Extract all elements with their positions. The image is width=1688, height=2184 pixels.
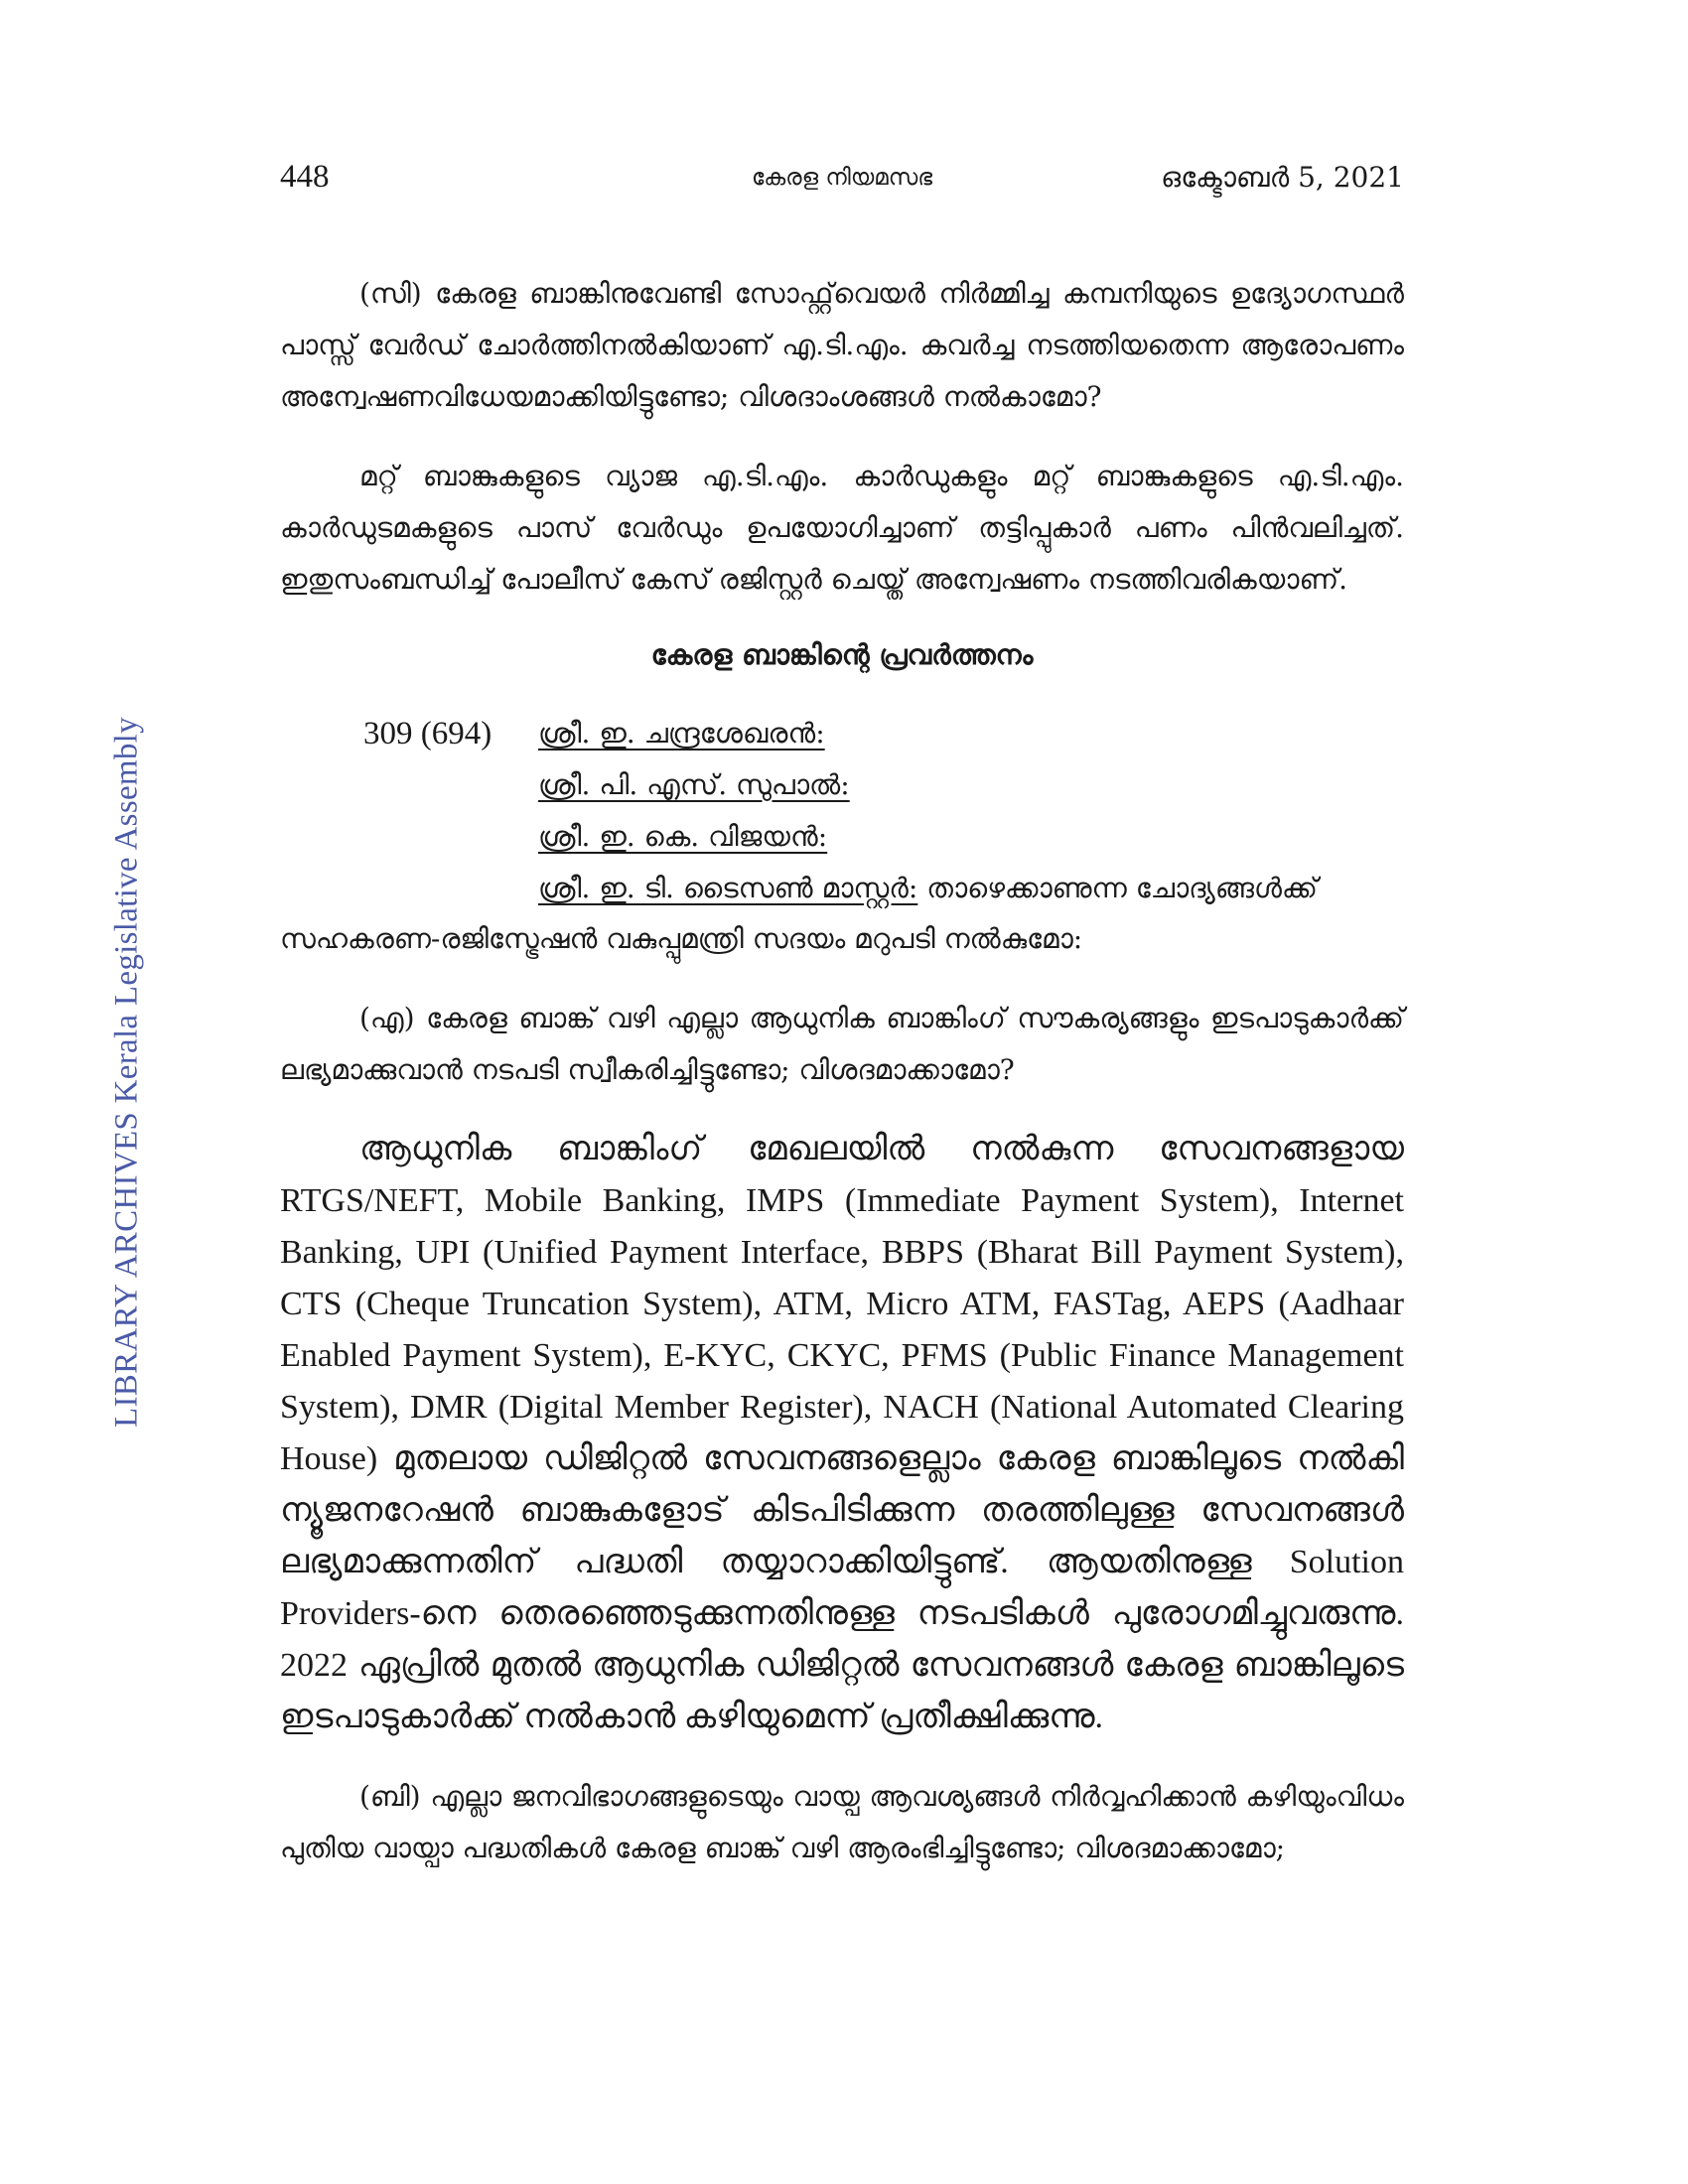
page-number: 448 [280,159,330,195]
ministry-line: സഹകരണ-രജിസ്ട്രേഷൻ വകുപ്പുമന്ത്രി സദയം മറുപടി നൽകുമോ: [280,922,1083,955]
member-tail-text: താഴെക്കാണുന്ന ചോദ്യങ്ങൾക്ക് [917,872,1318,904]
header-date: ഒക്ടോബർ 5, 2021 [1161,161,1404,194]
question-number: 309 (694) [363,716,492,751]
running-title: കേരള നിയമസഭ [751,165,933,191]
member-name: ശ്രീ. ഇ. ചന്ദ്രശേഖരൻ: [538,717,825,750]
section-heading: കേരള ബാങ്കിന്റെ പ്രവർത്തനം [650,638,1034,671]
answer-a-paragraph: ആധുനിക ബാങ്കിംഗ് മേഖലയിൽ നൽകുന്ന സേവനങ്ങളായ RTGS/NEFT, Mobile Banking, IMPS (Immediate Payment System), Internet Banking, UPI (Unified Payment Interface, BBPS (Bharat Bill Payment System), CTS (Cheque Truncation System), ATM, Micro ATM, FASTag, AEPS (Aadhaar Enabled Payment System), E-KYC, CKYC, PFMS (Public Finance Management System), DMR (Digital Member Register), NACH (National Automated Clearing House) മുതലായ ഡിജിറ്റൽ സേവനങ്ങളെല്ലാം കേരള ബാങ്കിലൂടെ നൽകി ന്യൂജനറേഷൻ ബാങ്കുകളോട് കിടപിടിക്കുന്ന തരത്തിലുള്ള സേവനങ്ങൾ ലഭ്യമാക്കുന്നതിന് പദ്ധതി തയ്യാറാക്കിയിട്ടുണ്ട്. ആയതിനുള്ള Solution Providers-നെ തെരഞ്ഞെടുക്കുന്നതിനുള്ള നടപടികൾ പുരോഗമിച്ചുവരുന്നു. 2022 ഏപ്രിൽ മുതൽ ആധുനിക ഡിജിറ്റൽ സേവനങ്ങൾ കേരള ബാങ്കിലൂടെ ഇടപാടുകാർക്ക് നൽകാൻ കഴിയുമെന്ന് പ്രതീക്ഷിക്കുന്നു. [280,1131,1404,1735]
document-body [280,268,1404,1902]
page-header [280,159,1404,206]
member-name: ശ്രീ. ഇ. ടി. ടൈസൺ മാസ്റ്റർ: [538,872,918,904]
answer-c-paragraph: മറ്റ് ബാങ്കുകളുടെ വ്യാജ എ.ടി.എം. കാർഡുകളും മറ്റ് ബാങ്കുകളുടെ എ.ടി.എം. കാർഡുടമകളുടെ പാസ് വേർഡും ഉപയോഗിച്ചാണ് തട്ടിപ്പുകാർ പണം പിൻവലിച്ചത്. ഇതുസംബന്ധിച്ച് പോലീസ് കേസ് രജിസ്റ്റർ ചെയ്ത് അന്വേഷണം നടത്തിവരികയാണ്. [280,460,1404,596]
question-c-paragraph: (സി) കേരള ബാങ്കിനുവേണ്ടി സോഫ്റ്റ്‌വെയർ നിർമ്മിച്ച കമ്പനിയുടെ ഉദ്യോഗസ്ഥർ പാസ്സ് വേർഡ് ചോർത്തിനൽകിയാണ് എ.ടി.എം. കവർച്ച നടത്തിയതെന്ന ആരോപണം അന്വേഷണവിധേയമാക്കിയിട്ടുണ്ടോ; വിശദാംശങ്ങൾ നൽകാമോ? [280,277,1404,413]
member-name-last [538,866,1318,911]
member-name: ശ്രീ. പി. എസ്. സുപാൽ: [538,768,850,801]
question-members-block [280,707,1404,913]
question-b-paragraph: (ബി) എല്ലാ ജനവിഭാഗങ്ങളുടെയും വായ്പ ആവശ്യങ്ങൾ നിർവ്വഹിക്കാൻ കഴിയുംവിധം പുതിയ വായ്പാ പദ്ധതികൾ കേരള ബാങ്ക് വഴി ആരംഭിച്ചിട്ടുണ്ടോ; വിശദമാക്കാമോ; [280,1780,1404,1864]
member-name: ശ്രീ. ഇ. കെ. വിജയൻ: [538,820,828,853]
archive-watermark: LIBRARY ARCHIVES Kerala Legislative Assembly [108,717,145,1428]
question-a-paragraph: (എ) കേരള ബാങ്ക് വഴി എല്ലാ ആധുനിക ബാങ്കിംഗ് സൗകര്യങ്ങളും ഇടപാടുകാർക്ക് ലഭ്യമാക്കുവാൻ നടപടി സ്വീകരിച്ചിട്ടുണ്ടോ; വിശദമാക്കാമോ? [280,1002,1404,1086]
